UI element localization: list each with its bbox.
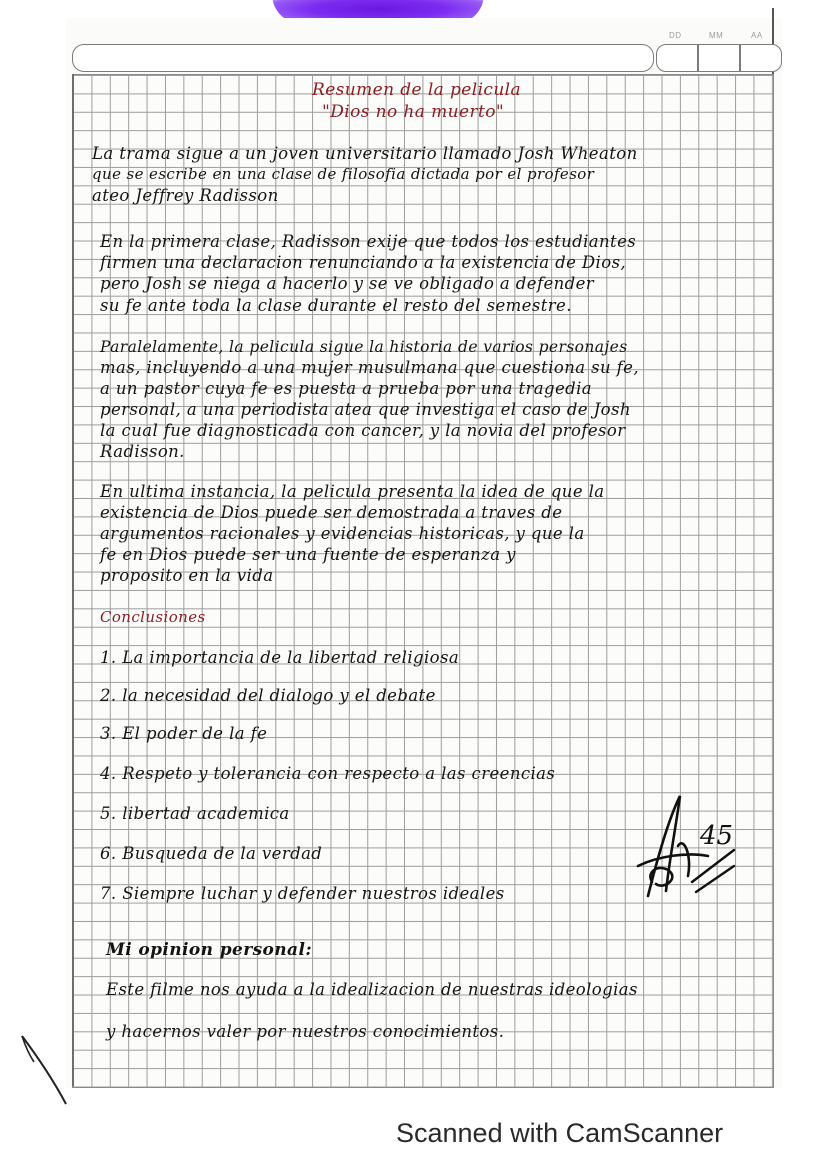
paragraph-1-line: La trama sigue a un joven universitario llamado Josh Wheaton bbox=[92, 144, 638, 163]
grade-value: 45 bbox=[700, 821, 734, 851]
paragraph-1-line: que se escribe en una clase de filosofia dictada por el profesor bbox=[92, 165, 595, 183]
date-separator bbox=[697, 45, 699, 71]
conclusion-item: 6. Busqueda de la verdad bbox=[100, 844, 323, 863]
paragraph-1-line: ateo Jeffrey Radisson bbox=[92, 186, 279, 205]
paragraph-3-line: mas, incluyendo a una mujer musulmana que cuestiona su fe, bbox=[100, 358, 639, 377]
paragraph-2-line: pero Josh se niega a hacerlo y se ve obligado a defender bbox=[100, 274, 595, 293]
scan-edge-line bbox=[20, 1022, 80, 1112]
paragraph-2-line: su fe ante toda la clase durante el resto del semestre. bbox=[100, 296, 572, 315]
paragraph-3-line: a un pastor cuya fe es puesta a prueba por una tragedia bbox=[100, 379, 593, 398]
conclusion-item: 2. la necesidad del dialogo y el debate bbox=[100, 686, 436, 705]
margin-line bbox=[72, 74, 74, 1086]
paragraph-4-line: argumentos racionales y evidencias historicas, y que la bbox=[100, 524, 585, 543]
header-title-field bbox=[72, 44, 654, 72]
paragraph-3-line: personal, a una periodista atea que investiga el caso de Josh bbox=[100, 400, 631, 419]
date-label-month: MM bbox=[709, 31, 724, 40]
date-label-day: DD bbox=[669, 31, 682, 40]
conclusion-item: 3. El poder de la fe bbox=[100, 724, 268, 743]
conclusion-item: 1. La importancia de la libertad religiosa bbox=[100, 648, 460, 667]
date-label-year: AA bbox=[751, 31, 763, 40]
paragraph-2-line: En la primera clase, Radisson exije que todos los estudiantes bbox=[100, 232, 637, 251]
paragraph-3-line: Paralelamente, la pelicula sigue la historia de varios personajes bbox=[100, 338, 628, 356]
paragraph-4-line: proposito en la vida bbox=[100, 566, 274, 585]
paragraph-4-line: fe en Dios puede ser una fuente de esperanza y bbox=[100, 545, 516, 564]
date-field bbox=[656, 31, 782, 72]
conclusion-item: 7. Siempre luchar y defender nuestros ideales bbox=[100, 884, 505, 903]
date-separator bbox=[739, 45, 741, 71]
paragraph-3-line: Radisson. bbox=[100, 442, 185, 461]
paragraph-3-line: la cual fue diagnosticada con cancer, y la novia del profesor bbox=[100, 421, 626, 440]
paragraph-4-line: existencia de Dios puede ser demostrada a traves de bbox=[100, 503, 563, 522]
conclusion-item: 5. libertad academica bbox=[100, 804, 290, 823]
paragraph-4-line: En ultima instancia, la pelicula presenta la idea de que la bbox=[100, 482, 605, 501]
opinion-line: y hacernos valer por nuestros conocimientos. bbox=[106, 1022, 505, 1041]
opinion-title: Mi opinion personal: bbox=[106, 940, 312, 960]
teacher-signature bbox=[618, 786, 738, 906]
conclusions-title: Conclusiones bbox=[100, 608, 206, 626]
camscanner-watermark: Scanned with CamScanner bbox=[396, 1118, 724, 1148]
opinion-line: Este filme nos ayuda a la idealizacion de nuestras ideologias bbox=[106, 980, 638, 999]
notebook-page bbox=[66, 18, 782, 1088]
summary-title: Resumen de la pelicula bbox=[312, 80, 522, 100]
paragraph-2-line: firmen una declaracion renunciando a la existencia de Dios, bbox=[100, 253, 627, 272]
movie-title: "Dios no ha muerto" bbox=[322, 102, 505, 122]
conclusion-item: 4. Respeto y tolerancia con respecto a las creencias bbox=[100, 764, 556, 783]
